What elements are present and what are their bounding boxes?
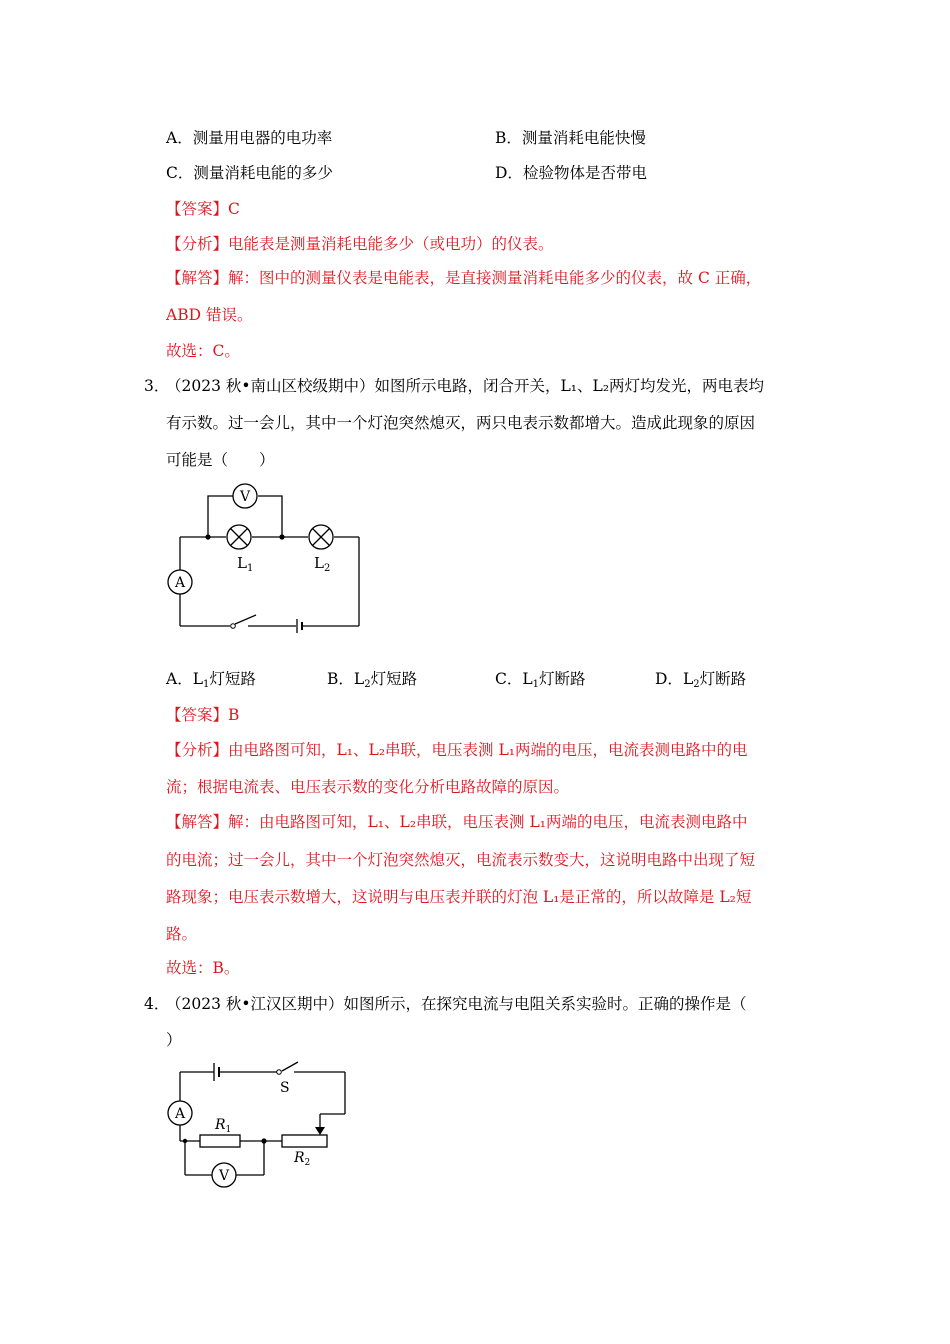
resistor-r1-symbol	[200, 1135, 240, 1147]
ammeter-label: A	[174, 1106, 186, 1122]
q3-option-a: A．$L_1$灯短路	[166, 670, 256, 690]
q3-option-c: C．$L_1$灯断路	[495, 670, 586, 690]
q2-solution-line1: 【解答】解：图中的测量仪表是电能表，是直接测量消耗电能多少的仪表，故 C 正确，	[166, 269, 762, 287]
voltmeter-label: V	[239, 489, 251, 505]
q3-number: 3．	[144, 377, 170, 395]
q3-option-b: B．$L_2$灯短路	[327, 670, 418, 690]
r2-label: $R_2$	[294, 1150, 311, 1168]
q4-number: 4．	[144, 995, 170, 1013]
q3-circuit-diagram	[160, 478, 380, 638]
q3-solution-line1: 【解答】解：由电路图可知，L₁、L₂串联，电压表测 L₁两端的电压，电流表测电路中	[166, 813, 748, 831]
voltmeter-label: V	[218, 1168, 230, 1184]
q2-option-b: B．测量消耗电能快慢	[495, 129, 646, 147]
q2-answer: 【答案】C	[166, 200, 240, 218]
q3-stem-line2: 有示数。过一会儿，其中一个灯泡突然熄灭，两只电表示数都增大。造成此现象的原因	[166, 414, 756, 432]
q2-solution-line2: ABD 错误。	[166, 306, 253, 324]
r1-label: $R_1$	[215, 1117, 232, 1135]
q2-option-a: A．测量用电器的电功率	[166, 129, 333, 147]
q3-analysis-line1: 【分析】由电路图可知，L₁、L₂串联，电压表测 L₁两端的电压，电流表测电路中的电	[166, 741, 748, 759]
lamp-l1-label: $L_1$	[237, 554, 254, 574]
q3-final: 故选：B。	[166, 959, 240, 977]
q4-stem-line1: （2023 秋•江汉区期中）如图所示，在探究电流与电阻关系实验时。正确的操作是（	[166, 995, 747, 1013]
q3-stem-line1: （2023 秋•南山区校级期中）如图所示电路，闭合开关，L₁、L₂两灯均发光，两电表均	[166, 377, 765, 395]
q2-final: 故选：C。	[166, 342, 240, 360]
q3-solution-line3: 路现象；电压表示数增大，这说明与电压表并联的灯泡 L₁是正常的，所以故障是 L₂短	[166, 888, 752, 906]
rheostat-r2-symbol	[282, 1135, 327, 1147]
q4-circuit-diagram	[160, 1058, 360, 1198]
q3-analysis-line2: 流；根据电流表、电压表示数的变化分析电路故障的原因。	[166, 778, 570, 796]
lamp-l2-label: $L_2$	[314, 554, 331, 574]
q3-solution-line2: 的电流；过一会儿，其中一个灯泡突然熄灭，电流表示数变大，这说明电路中出现了短	[166, 851, 756, 869]
q3-solution-line4: 路。	[166, 925, 198, 943]
q4-stem-line2: ）	[166, 1031, 182, 1049]
q3-stem-line3: 可能是（ ）	[166, 451, 275, 469]
q2-option-d: D．检验物体是否带电	[495, 164, 647, 182]
q3-answer: 【答案】B	[166, 706, 240, 724]
switch-label: S	[280, 1080, 290, 1096]
q2-analysis: 【分析】电能表是测量消耗电能多少（或电功）的仪表。	[166, 235, 554, 253]
q3-option-d: D．$L_2$灯断路	[655, 670, 747, 690]
q2-option-c: C．测量消耗电能的多少	[166, 164, 333, 182]
ammeter-label: A	[174, 575, 186, 591]
